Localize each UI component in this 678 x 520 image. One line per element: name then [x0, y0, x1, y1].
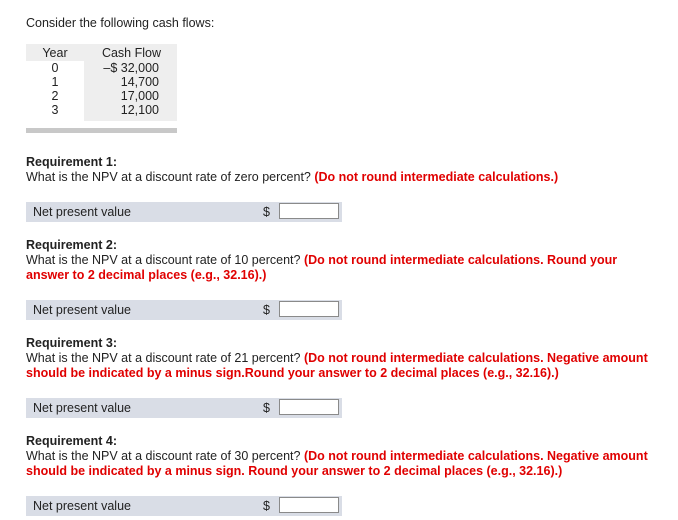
- cash-flow-cell: 17,000: [84, 89, 177, 103]
- year-cell: 3: [51, 103, 59, 117]
- cash-flow-header: Cash Flow: [101, 46, 161, 60]
- dollar-sign: $: [263, 499, 270, 513]
- requirement-question: What is the NPV at a discount rate of 10 percent?: [26, 253, 304, 267]
- requirement-4: [26, 434, 656, 479]
- net-present-value-label: Net present value: [33, 303, 131, 317]
- cash-flow-cell: 14,700: [84, 75, 177, 89]
- cash-flow-cell: 12,100: [84, 103, 177, 121]
- requirement-1: [26, 155, 656, 185]
- answer-row-3: [26, 398, 342, 418]
- net-present-value-label: Net present value: [33, 499, 131, 513]
- answer-row-1: [26, 202, 342, 222]
- requirement-title: Requirement 1:: [26, 155, 117, 169]
- table-row: [26, 89, 177, 103]
- year-cell: 1: [51, 75, 59, 89]
- requirement-2: [26, 238, 656, 283]
- requirement-title: Requirement 4:: [26, 434, 117, 448]
- npv-input-4[interactable]: [279, 497, 339, 513]
- npv-input-3[interactable]: [279, 399, 339, 415]
- year-cell: 0: [51, 61, 59, 75]
- cash-flow-table: [26, 44, 177, 121]
- npv-input-2[interactable]: [279, 301, 339, 317]
- intro-text: Consider the following cash flows:: [26, 16, 215, 30]
- table-row: [26, 75, 177, 89]
- requirement-note: (Do not round intermediate calculations. Negative amount should be indicated by a minus sign.Round your answer to 2 decimal places (e.g., 32.16).): [26, 351, 648, 380]
- dollar-sign: $: [263, 303, 270, 317]
- requirement-question: What is the NPV at a discount rate of 21 percent?: [26, 351, 304, 365]
- requirement-note: (Do not round intermediate calculations. Round your answer to 2 decimal places (e.g., 32.16).): [26, 253, 618, 282]
- cash-flow-cell: –$ 32,000: [84, 61, 177, 75]
- requirement-3: [26, 336, 656, 381]
- requirement-note: (Do not round intermediate calculations.): [314, 170, 559, 184]
- net-present-value-label: Net present value: [33, 401, 131, 415]
- year-header: Year: [42, 46, 68, 60]
- table-row: [26, 61, 177, 75]
- net-present-value-label: Net present value: [33, 205, 131, 219]
- table-row: [26, 103, 177, 121]
- dollar-sign: $: [263, 401, 270, 415]
- requirement-note: (Do not round intermediate calculations. Negative amount should be indicated by a minus sign. Round your answer to 2 decimal places (e.g., 32.16).): [26, 449, 648, 478]
- table-bottom-bar: [26, 128, 177, 133]
- answer-row-2: [26, 300, 342, 320]
- answer-row-4: [26, 496, 342, 516]
- requirement-title: Requirement 2:: [26, 238, 117, 252]
- table-header-row: [26, 44, 177, 61]
- requirement-title: Requirement 3:: [26, 336, 117, 350]
- requirement-question: What is the NPV at a discount rate of zero percent?: [26, 170, 315, 184]
- dollar-sign: $: [263, 205, 270, 219]
- year-cell: 2: [51, 89, 59, 103]
- requirement-question: What is the NPV at a discount rate of 30 percent?: [26, 449, 304, 463]
- npv-input-1[interactable]: [279, 203, 339, 219]
